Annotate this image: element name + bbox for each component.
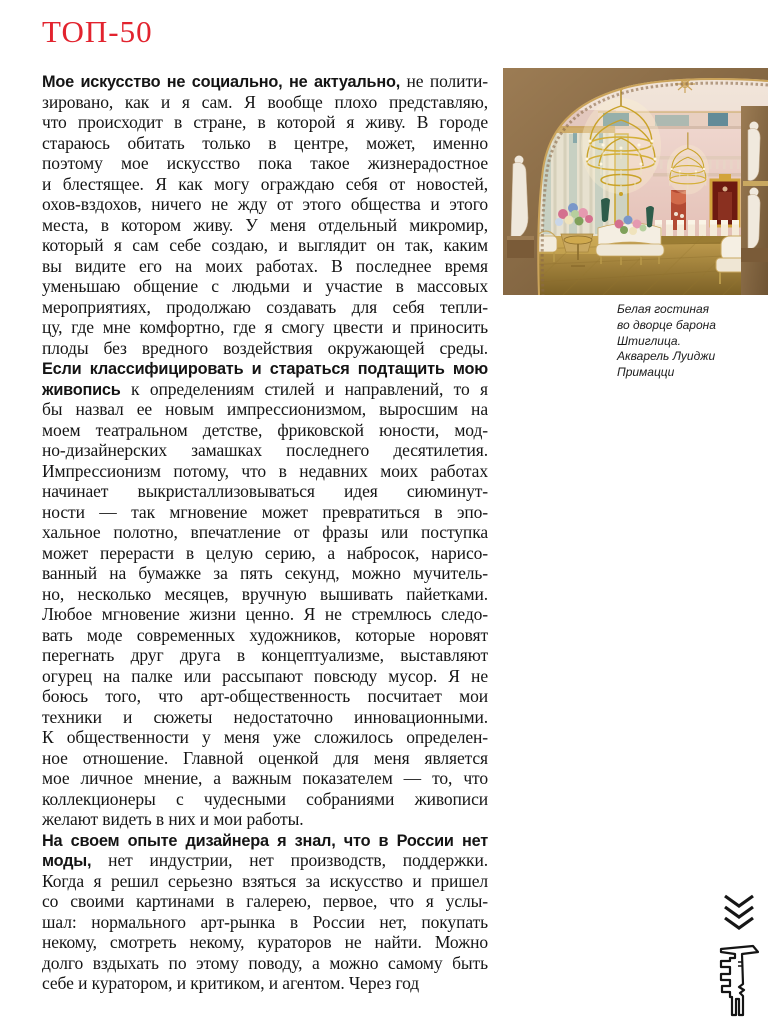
text-line: моем театральном детстве, фриковской юности, мод- bbox=[42, 419, 488, 440]
text-line: долго вздыхать по этому поводу, а можно самому быть bbox=[42, 952, 488, 973]
text-line: может перерасти в целую серию, а набросок, нарисо- bbox=[42, 542, 488, 563]
text-line: ванный на бумажке за пять секунд, можно мучитель- bbox=[42, 563, 488, 583]
text-line: но-дизайнерских замашках последнего десятилетия. bbox=[42, 440, 488, 460]
text-line: стараюсь обитать только в центре, может, именно bbox=[42, 132, 488, 153]
text-line: коллекционеры с чудесными собраниями живописи bbox=[42, 788, 488, 809]
text-line: вать моде современных художников, которые норовят bbox=[42, 624, 488, 645]
text-line: перегнать друг друга в концептуализме, выставляют bbox=[42, 645, 488, 665]
text-line: себе и куратором, и критиком, и агентом. Через год bbox=[42, 973, 420, 993]
image-caption bbox=[617, 302, 767, 381]
text-line: ное отношение. Главной оценкой для меня является bbox=[42, 747, 488, 768]
text-line: начинает выкристаллизовываться идея сиюминут- bbox=[42, 481, 488, 501]
text-line: огурец на палке или рассыпают повсюду мусор. Я не bbox=[42, 665, 488, 686]
text-line: К общественности у меня уже сложилось определен- bbox=[42, 727, 488, 747]
text-line: Любое мгновение жизни ценно. Я не стремлюсь следо- bbox=[42, 604, 488, 624]
text-line: боюсь того, что арт-общественность посчитает мои bbox=[42, 686, 488, 706]
text-line: но, несколько месяцев, вручную вышивать пайетками. bbox=[42, 583, 488, 604]
text-line: вы видите его на моих работах. В последнее время bbox=[42, 255, 488, 276]
text-line: охов-вздохов, ничего не жду от этого общества и этого bbox=[42, 194, 488, 214]
text-line: техники и сюжеты недостаточно инновационными. bbox=[42, 706, 488, 727]
text-line: Когда я решил серьезно взяться за искусство и пришел bbox=[42, 870, 488, 891]
text-line: цу, где мне комфортно, где я смогу цвести и приносить bbox=[42, 317, 488, 337]
room-image bbox=[503, 68, 768, 295]
text-line: что происходит в стране, в которой я живу. В городе bbox=[42, 112, 488, 132]
text-line: Импрессионизм потому, что в недавних моих работах bbox=[42, 460, 488, 481]
text-line: поэтому мое искусство пока такое жизнерадостное bbox=[42, 153, 488, 173]
text-line: и блестящее. Я как могу ограждаю себя от новостей, bbox=[42, 173, 488, 194]
article-text bbox=[42, 71, 488, 994]
text-line: некому, смотреть некому, кураторов не найти. Можно bbox=[42, 932, 488, 952]
text-line: зировано, как и я сам. Я вообще плохо представляю, bbox=[42, 91, 488, 112]
text-line: места, в котором живу. У меня отдельный микромир, bbox=[42, 214, 488, 235]
text-line: мое личное мнение, а важным показателем — то, что bbox=[42, 768, 488, 788]
caption-line: Штиглица. bbox=[617, 333, 681, 348]
room-illustration bbox=[503, 68, 768, 295]
text-line: хальное полотно, впечатление от фразы или поступка bbox=[42, 522, 488, 542]
text-line: плоды без вредного воздействия окружающей среды. bbox=[42, 337, 488, 358]
text-line: шал: нормального арт-рынка в России нет, покупать bbox=[42, 911, 488, 932]
caption-line: во дворце барона bbox=[617, 317, 716, 332]
text-line: ности — так мгновение может превратиться в эпо- bbox=[42, 501, 488, 522]
text-line: со своими картинами в галерею, первое, что я услы- bbox=[42, 891, 488, 911]
page-title: ТОП-50 bbox=[42, 14, 153, 49]
text-line: живопись к определениям стилей и направлений, то я bbox=[42, 378, 488, 399]
caption-line: Белая гостиная bbox=[617, 302, 710, 316]
chevron-down-icon[interactable] bbox=[722, 894, 756, 940]
text-line: На своем опыте дизайнера я знал, что в России нет bbox=[42, 831, 488, 850]
text-line: моды, нет индустрии, нет производств, поддержки. bbox=[42, 850, 488, 870]
text-line: желают видеть в них и мои работы. bbox=[42, 809, 304, 829]
text-line: который я сам себе создаю, и выглядит он так, каким bbox=[42, 235, 488, 255]
caption-line: Примацци bbox=[617, 365, 675, 380]
text-line: уменьшаю общение с людьми и участие в массовых bbox=[42, 276, 488, 296]
caliper-logo-icon bbox=[709, 944, 759, 1019]
text-line: Мое искусство не социально, не актуально, не полити- bbox=[42, 71, 488, 91]
caption-line: Акварель Луиджи bbox=[617, 349, 716, 364]
text-line: мероприятиях, продолжаю создавать для себя тепли- bbox=[42, 296, 488, 317]
text-line: бы назвал ее новым импрессионизмом, выросшим на bbox=[42, 399, 488, 419]
text-line: Если классифицировать и стараться подтащить мою bbox=[42, 360, 488, 378]
